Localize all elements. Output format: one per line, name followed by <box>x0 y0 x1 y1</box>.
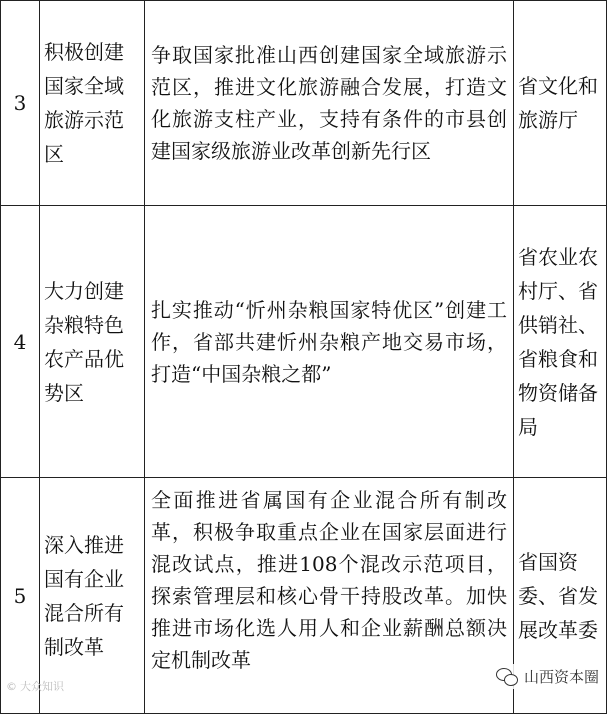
task-name: 深入推进国有企业混合所有制改革 <box>40 478 145 714</box>
task-description: 争取国家批准山西创建国家全域旅游示范区，推进文化旅游融合发展，打造文化旅游支柱产业，支持有条件的市县创建国家级旅游业改革创新先行区 <box>145 1 514 206</box>
task-description: 全面推进省属国有企业混合所有制改革，积极争取重点企业在国家层面进行混改试点，推进108个混改示范项目，探索管理层和核心骨干持股改革。加快推进市场化选人用人和企业薪酬总额决定机制改革 <box>145 478 514 714</box>
table-row <box>1 206 607 478</box>
task-name: 大力创建杂粮特色农产品优势区 <box>40 206 145 478</box>
task-name: 积极创建国家全域旅游示范区 <box>40 1 145 206</box>
watermark-left <box>6 678 64 694</box>
watermark-left-text: 大众知识 <box>20 680 64 693</box>
table-row <box>1 1 607 206</box>
watermark-right-text: 山西资本圈 <box>523 668 599 686</box>
row-number: 3 <box>1 1 40 206</box>
wechat-icon <box>496 668 518 686</box>
row-number: 5 <box>1 478 40 714</box>
responsible-department: 省文化和旅游厅 <box>514 1 607 206</box>
responsible-department: 省国资委、省发展改革委 <box>514 478 607 714</box>
row-number: 4 <box>1 206 40 478</box>
task-description: 扎实推动“忻州杂粮国家特优区”创建工作，省部共建忻州杂粮产地交易市场，打造“中国杂粮之都” <box>145 206 514 478</box>
responsible-department: 省农业农村厅、省供销社、省粮食和物资储备局 <box>514 206 607 478</box>
watermark-right <box>492 664 603 689</box>
copyright-icon: © <box>6 679 17 693</box>
